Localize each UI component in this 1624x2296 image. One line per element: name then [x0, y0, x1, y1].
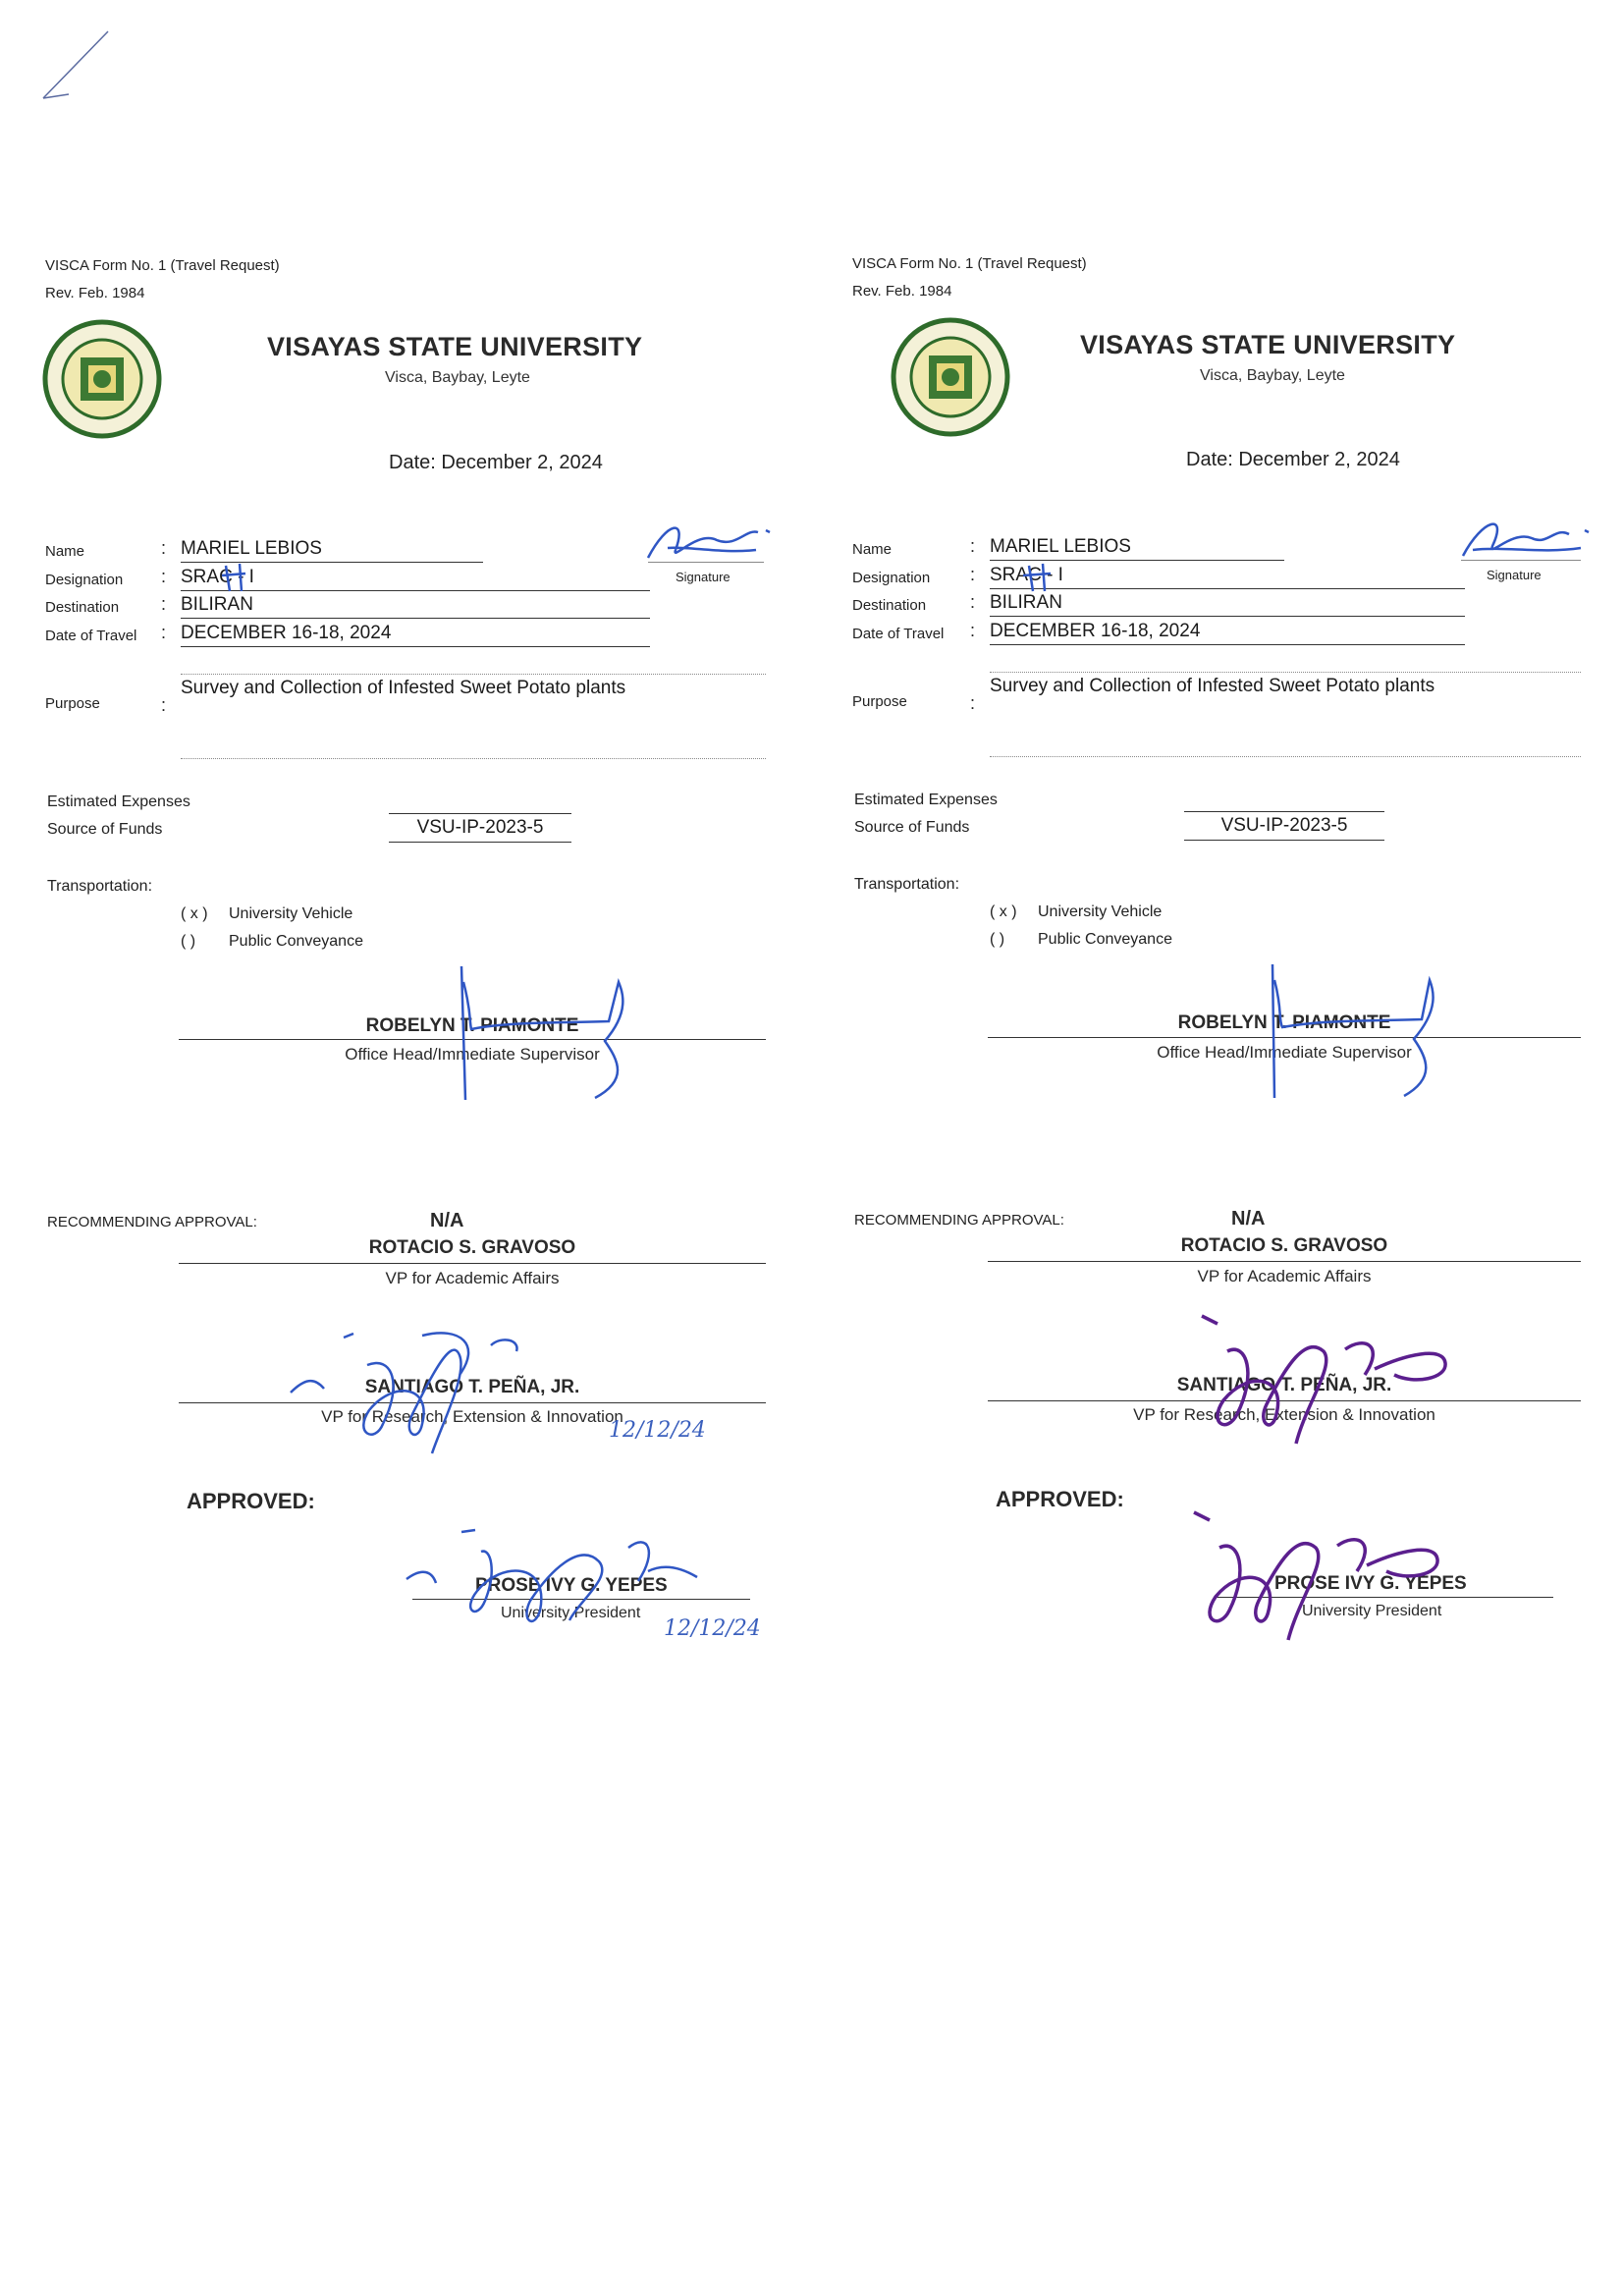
travel-request-form-right	[844, 0, 1624, 1768]
form-number: VISCA Form No. 1 (Travel Request)	[852, 255, 1087, 272]
approved-label: APPROVED:	[996, 1487, 1124, 1511]
colon: :	[161, 695, 167, 715]
vp-research-title: VP for Research, Extension & Innovation	[1133, 1405, 1435, 1424]
recommending-approval-label: RECOMMENDING APPROVAL:	[47, 1214, 257, 1230]
name-value: MARIEL LEBIOS	[181, 538, 322, 559]
vp-research-name: SANTIAGO T. PEÑA, JR.	[364, 1377, 580, 1397]
travel-date-label: Date of Travel	[852, 626, 945, 642]
designation-value: SRAC - I	[990, 565, 1063, 585]
transport-option-label: University Vehicle	[229, 905, 353, 922]
colon: :	[161, 538, 167, 558]
designation-underline	[181, 590, 650, 591]
travel-request-form-left	[39, 0, 825, 1768]
president-title: University President	[1302, 1603, 1442, 1619]
applicant-signature-icon	[1453, 507, 1600, 575]
travel-date-underline	[990, 644, 1465, 645]
university-address: Visca, Baybay, Leyte	[385, 369, 530, 386]
signature-line	[1461, 560, 1581, 561]
form-revision: Rev. Feb. 1984	[852, 283, 952, 300]
university-title: VISAYAS STATE UNIVERSITY	[1080, 330, 1456, 359]
university-title: VISAYAS STATE UNIVERSITY	[267, 332, 643, 361]
vp-research-signature-line	[988, 1400, 1581, 1401]
designation-underline	[990, 588, 1465, 589]
request-date: Date: December 2, 2024	[389, 452, 603, 473]
vp-academic-title: VP for Academic Affairs	[1197, 1267, 1372, 1285]
travel-date-value: DECEMBER 16-18, 2024	[990, 621, 1201, 641]
vp-academic-signature-line	[179, 1263, 766, 1264]
transport-option-mark: ( )	[990, 931, 1005, 948]
university-seal-icon	[888, 314, 1013, 440]
colon: :	[970, 693, 976, 713]
president-name: PROSE IVY G. YEPES	[1274, 1573, 1467, 1594]
designation-value: SRAC - I	[181, 567, 254, 587]
destination-underline	[181, 618, 650, 619]
vp-academic-name: ROTACIO S. GRAVOSO	[368, 1237, 576, 1258]
president-signature-line	[412, 1599, 750, 1600]
source-of-funds-value: VSU-IP-2023-5	[416, 817, 544, 838]
transport-option-mark: ( )	[181, 933, 196, 950]
supervisor-name: ROBELYN T. PIAMONTE	[1177, 1012, 1391, 1033]
supervisor-title: Office Head/Immediate Supervisor	[1157, 1043, 1412, 1062]
purpose-value: Survey and Collection of Infested Sweet Potato plants	[181, 678, 626, 698]
destination-label: Destination	[852, 597, 927, 614]
purpose-value: Survey and Collection of Infested Sweet Potato plants	[990, 676, 1435, 696]
president-handwritten-date: 12/12/24	[664, 1616, 761, 1641]
travel-date-underline	[181, 646, 650, 647]
transport-option-mark: ( x )	[181, 905, 208, 922]
colon: :	[970, 536, 976, 556]
name-label: Name	[852, 541, 893, 558]
supervisor-signature-line	[988, 1037, 1581, 1038]
request-date: Date: December 2, 2024	[1186, 449, 1400, 470]
vp-academic-signature-line	[988, 1261, 1581, 1262]
source-of-funds-value: VSU-IP-2023-5	[1220, 815, 1348, 836]
purpose-top-line	[181, 674, 766, 675]
destination-value: BILIRAN	[990, 592, 1062, 613]
university-address: Visca, Baybay, Leyte	[1200, 367, 1345, 384]
funds-underline	[389, 842, 571, 843]
president-name: PROSE IVY G. YEPES	[475, 1575, 668, 1596]
colon: :	[161, 594, 167, 614]
transportation-label: Transportation:	[47, 878, 153, 895]
supervisor-signature-line	[179, 1039, 766, 1040]
colon: :	[161, 623, 167, 642]
vp-academic-title: VP for Academic Affairs	[385, 1269, 560, 1287]
expenses-underline	[1184, 811, 1384, 812]
na-mark: N/A	[1231, 1208, 1266, 1230]
transport-option-label: University Vehicle	[1038, 903, 1163, 920]
name-underline	[990, 560, 1284, 561]
vp-research-handwritten-date: 12/12/24	[609, 1418, 706, 1443]
name-label: Name	[45, 543, 85, 560]
estimated-expenses-label: Estimated Expenses	[47, 793, 190, 810]
purpose-label: Purpose	[852, 693, 907, 710]
president-signature-line	[1216, 1597, 1553, 1598]
name-value: MARIEL LEBIOS	[990, 536, 1131, 557]
vp-research-name: SANTIAGO T. PEÑA, JR.	[1176, 1375, 1392, 1395]
colon: :	[970, 621, 976, 640]
supervisor-title: Office Head/Immediate Supervisor	[345, 1045, 600, 1064]
designation-label: Designation	[852, 570, 931, 586]
source-of-funds-label: Source of Funds	[854, 819, 970, 836]
estimated-expenses-label: Estimated Expenses	[854, 792, 998, 808]
signature-label: Signature	[676, 570, 731, 584]
transport-option-mark: ( x )	[990, 903, 1017, 920]
expenses-underline	[389, 813, 571, 814]
form-revision: Rev. Feb. 1984	[45, 285, 145, 301]
transportation-label: Transportation:	[854, 876, 960, 893]
funds-underline	[1184, 840, 1384, 841]
signature-line	[648, 562, 764, 563]
colon: :	[161, 567, 167, 586]
travel-date-label: Date of Travel	[45, 628, 137, 644]
designation-label: Designation	[45, 572, 124, 588]
destination-underline	[990, 616, 1465, 617]
president-title: University President	[501, 1605, 641, 1621]
supervisor-name: ROBELYN T. PIAMONTE	[365, 1015, 579, 1036]
vp-research-signature-line	[179, 1402, 766, 1403]
name-underline	[181, 562, 483, 563]
purpose-top-line	[990, 672, 1581, 673]
approved-label: APPROVED:	[187, 1489, 315, 1513]
form-number: VISCA Form No. 1 (Travel Request)	[45, 257, 280, 274]
vp-research-title: VP for Research, Extension & Innovation	[321, 1407, 623, 1426]
colon: :	[970, 592, 976, 612]
source-of-funds-label: Source of Funds	[47, 821, 163, 838]
vp-academic-name: ROTACIO S. GRAVOSO	[1180, 1235, 1388, 1256]
transport-option-label: Public Conveyance	[229, 933, 363, 950]
transport-option-label: Public Conveyance	[1038, 931, 1172, 948]
purpose-label: Purpose	[45, 695, 100, 712]
colon: :	[970, 565, 976, 584]
university-seal-icon	[39, 316, 165, 442]
destination-value: BILIRAN	[181, 594, 253, 615]
signature-label: Signature	[1487, 568, 1542, 582]
recommending-approval-label: RECOMMENDING APPROVAL:	[854, 1212, 1064, 1229]
travel-date-value: DECEMBER 16-18, 2024	[181, 623, 392, 643]
destination-label: Destination	[45, 599, 120, 616]
na-mark: N/A	[430, 1210, 464, 1231]
purpose-bottom-line	[181, 758, 766, 759]
purpose-bottom-line	[990, 756, 1581, 757]
